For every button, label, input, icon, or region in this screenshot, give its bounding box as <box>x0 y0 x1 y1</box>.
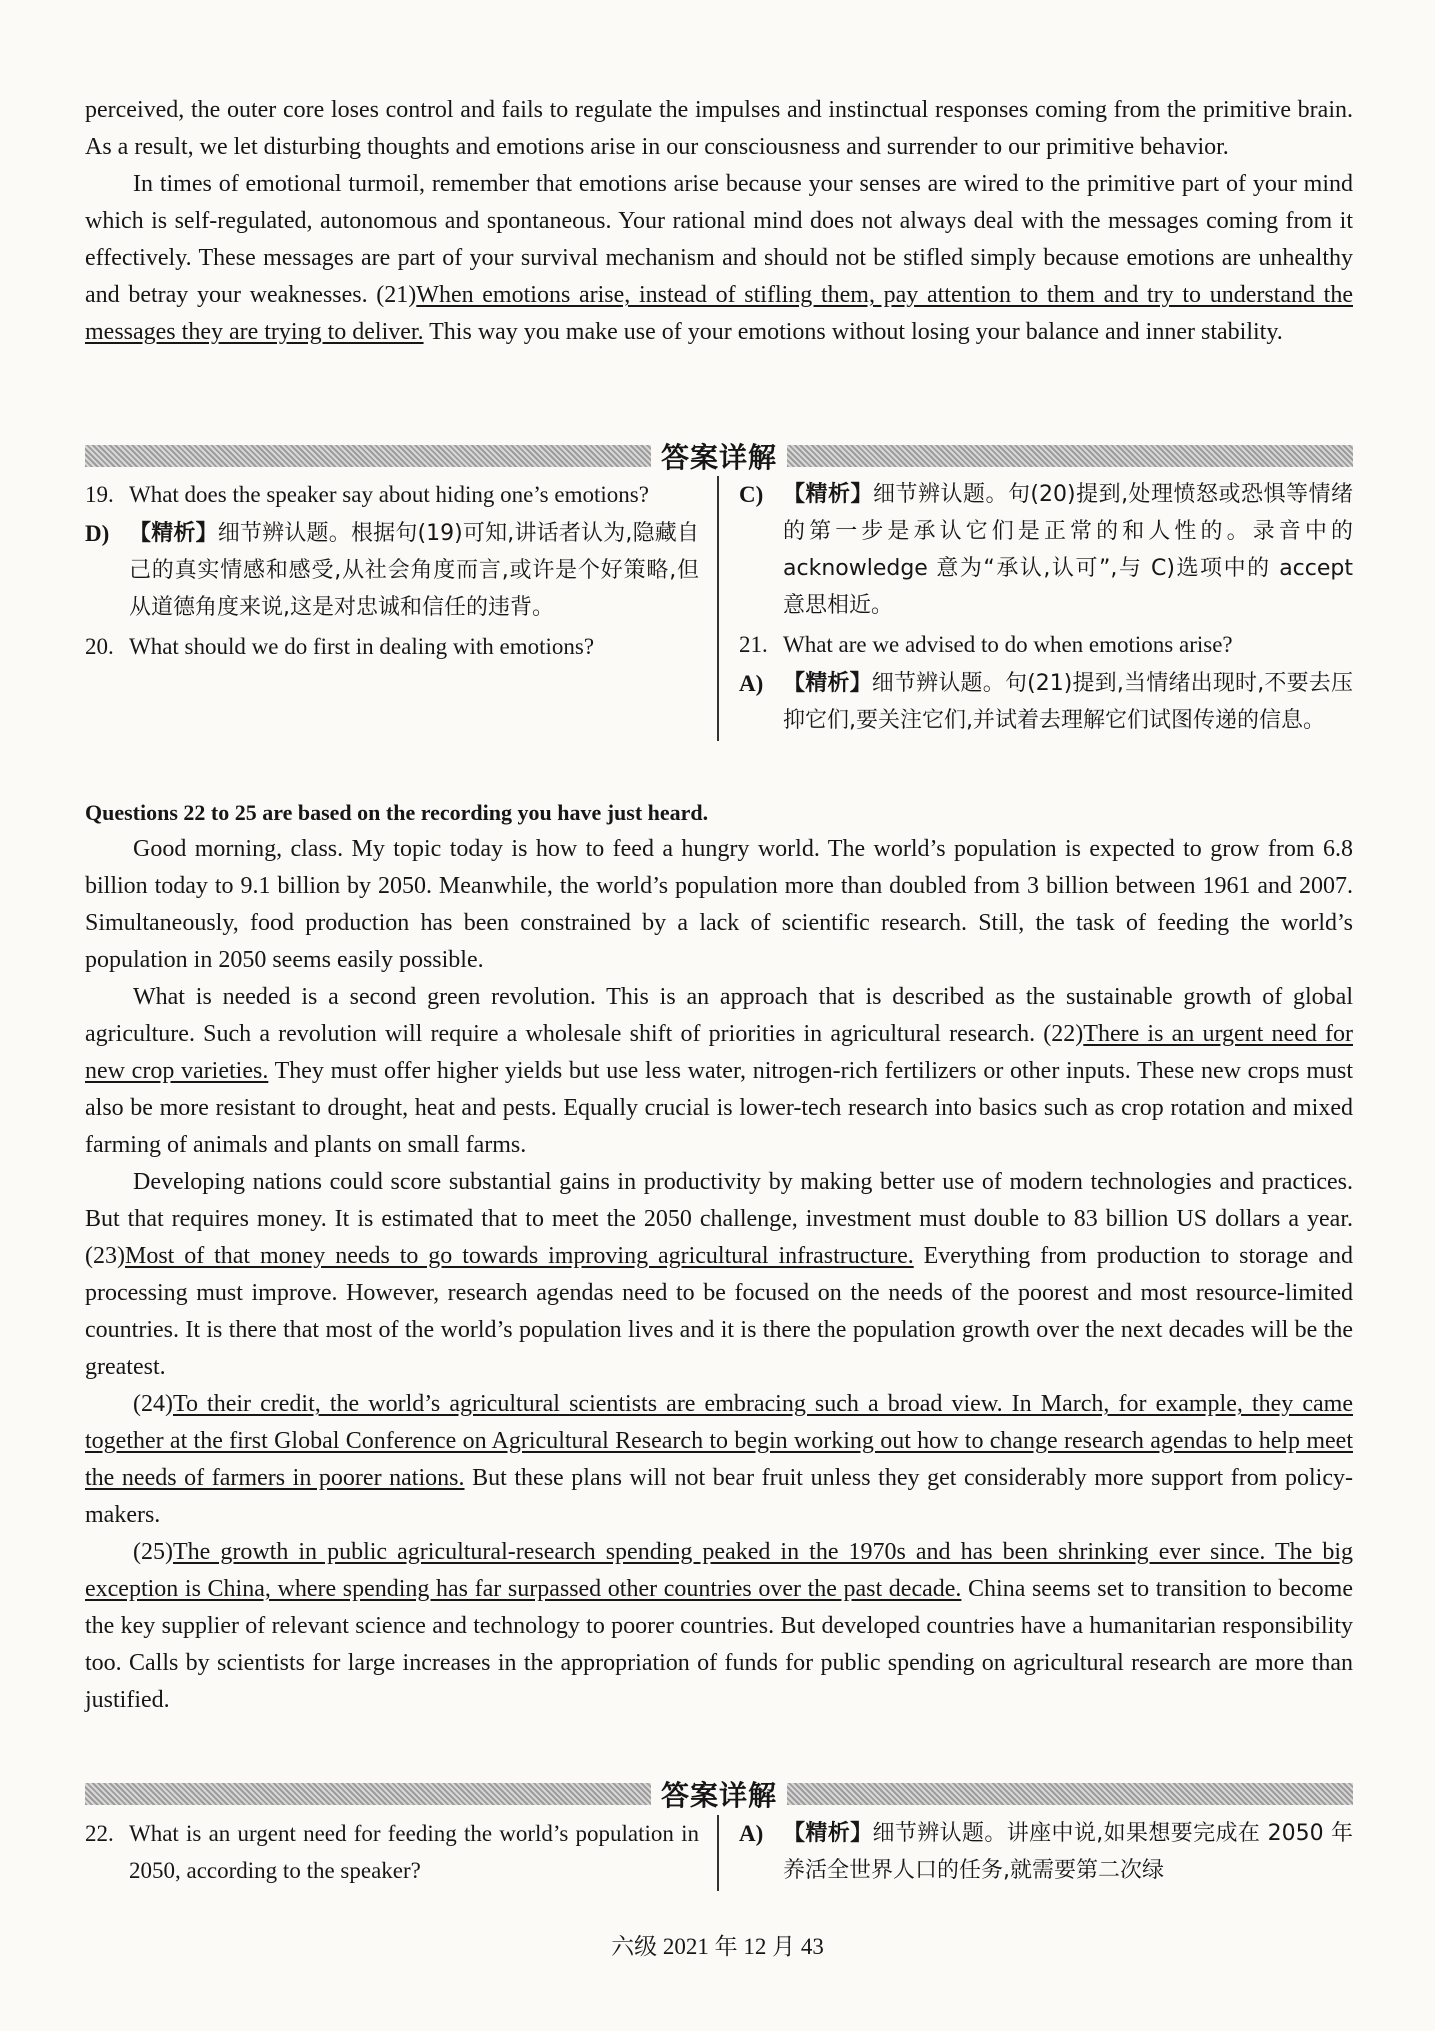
item-text: What is an urgent need for feeding the world’s population in 2050, according to the speaker? <box>129 1821 699 1883</box>
underlined-answer-text: There is an urgent need for new crop varieties. <box>85 1021 1353 1084</box>
paragraph <box>85 92 1353 166</box>
explanation-body <box>783 476 1353 624</box>
question-number: 21. <box>739 632 768 657</box>
answers-right-column <box>717 476 1353 741</box>
paragraph-text: perceived, the outer core loses control and fails to regulate the impulses and instinctual responses coming from the primitive brain. As a result, we let disturbing thoughts and emotions arise in our consciousness and surrender to our primitive behavior. <box>85 97 1353 160</box>
paragraph-text: What is needed is a second green revolution. This is an approach that is described as the sustainable growth of global agriculture. Such a revolution will require a wholesale shift of priorities in agricultural research. (22) <box>85 984 1353 1047</box>
paragraph-text: China seems set to transition to become the key supplier of relevant science and technology to poorer countries. But developed countries have a humanitarian responsibility too. Calls by scientists for large increases in the appropriation of funds for public spending on agricultural research are more than justified. <box>85 1576 1353 1713</box>
question-number: 20. <box>85 634 114 659</box>
question-item <box>85 1815 699 1889</box>
question-number: 19. <box>85 482 114 507</box>
answers-left-column <box>85 1815 717 1891</box>
paragraph-text: Developing nations could score substantial gains in productivity by making better use of modern technologies and practices. But that requires money. It is estimated that to meet the 2050 challenge, investment must double to 83 billion US dollars a year. (23) <box>85 1169 1353 1269</box>
paragraph-text: (25) <box>133 1539 173 1565</box>
paragraph-text: Everything from production to storage and processing must improve. However, research agendas need to be focused on the needs of the poorest and most resource-limited countries. It is there that most of the world’s population lives and it is there the population growth over the next decades will be the greatest. <box>85 1243 1353 1380</box>
page-footer: 六级 2021 年 12 月 43 <box>611 1934 824 1959</box>
band-right-pattern <box>787 445 1353 467</box>
paragraph-text: They must offer higher yields but use less water, nitrogen-rich fertilizers or other inputs. These new crops must also be more resistant to drought, heat and pests. Equally crucial is lower-tech research into basics such as crop rotation and mixed farming of animals and plants on small farms. <box>85 1058 1353 1158</box>
explanation-body <box>783 1815 1353 1889</box>
paragraph <box>85 831 1353 979</box>
band-left-pattern <box>85 445 651 467</box>
analysis-tag: 【精析】 <box>783 1821 873 1846</box>
paragraph-text: Good morning, class. My topic today is how to feed a hungry world. The world’s population is expected to grow from 6.8 billion today to 9.1 billion by 2050. Meanwhile, the world’s population more than doubled from 3 billion between 1961 and 2007. Simultaneously, food production has been constrained by a lack of scientific research. Still, the task of feeding the world’s population in 2050 seems easily possible. <box>85 836 1353 973</box>
passage-main <box>85 831 1353 1719</box>
answer-letter: C) <box>739 482 764 507</box>
answer-letter: A) <box>739 1821 764 1846</box>
answer-explanation <box>739 665 1353 739</box>
item-text: What are we advised to do when emotions arise? <box>783 632 1233 657</box>
answer-band-1 <box>85 440 1353 472</box>
underlined-answer-text: When emotions arise, instead of stifling them, pay attention to them and try to understand the messages they are trying to deliver. <box>85 282 1353 345</box>
paragraph <box>85 166 1353 351</box>
paragraph <box>85 979 1353 1164</box>
answer-letter: D) <box>85 521 110 546</box>
answers-right-column <box>717 1815 1353 1891</box>
underlined-answer-text: Most of that money needs to go towards improving agricultural infrastructure. <box>124 1243 914 1269</box>
explanation-body <box>129 515 699 626</box>
answer-explanation <box>739 1815 1353 1889</box>
item-text: What should we do first in dealing with emotions? <box>129 634 595 659</box>
band-right-pattern <box>787 1783 1353 1805</box>
question-text <box>783 626 1353 663</box>
band-left-pattern <box>85 1783 651 1805</box>
answer-letter: A) <box>739 671 764 696</box>
explanation-body <box>783 665 1353 739</box>
paragraph <box>85 1164 1353 1386</box>
paragraph-text: This way you make use of your emotions without losing your balance and inner stability. <box>423 319 1283 345</box>
passage-top <box>85 92 1353 351</box>
question-item <box>739 626 1353 663</box>
question-text <box>129 1815 699 1889</box>
question-text <box>129 628 699 665</box>
question-item <box>85 628 699 665</box>
item-text: 细节辨认题。句(21)提到,当情绪出现时,不要去压抑它们,要关注它们,并试着去理解它们试图传递的信息。 <box>783 671 1353 733</box>
paragraph-text: (24) <box>133 1391 173 1417</box>
analysis-tag: 【精析】 <box>783 671 872 696</box>
item-text: 细节辨认题。讲座中说,如果想要完成在 2050 年养活全世界人口的任务,就需要第二次绿 <box>783 1821 1353 1883</box>
question-item <box>85 476 699 513</box>
answer-explanation <box>739 476 1353 624</box>
item-text: 细节辨认题。句(20)提到,处理愤怒或恐惧等情绪的第一步是承认它们是正常的和人性的。录音中的 acknowledge 意为“承认,认可”,与 C)选项中的 accept 意思相近。 <box>783 482 1353 618</box>
answer-band-2 <box>85 1778 1353 1810</box>
paragraph <box>85 1386 1353 1534</box>
question-text <box>129 476 699 513</box>
underlined-answer-text: The growth in public agricultural-research spending peaked in the 1970s and has been shrinking ever since. The big exception is China, where spending has far surpassed other countries over the past decade. <box>85 1539 1353 1602</box>
questions-heading: Questions 22 to 25 are based on the recording you have just heard. <box>85 800 709 825</box>
item-text: 细节辨认题。根据句(19)可知,讲话者认为,隐藏自己的真实情感和感受,从社会角度而言,或许是个好策略,但从道德角度来说,这是对忠诚和信任的违背。 <box>129 521 699 620</box>
item-text: What does the speaker say about hiding one’s emotions? <box>129 482 649 507</box>
band-title: 答案详解 <box>661 1779 778 1812</box>
answer-explanation <box>85 515 699 626</box>
answers-left-column <box>85 476 717 741</box>
underlined-answer-text: To their credit, the world’s agricultural scientists are embracing such a broad view. In March, for example, they came together at the first Global Conference on Agricultural Research to begin working out how to change research agendas to help meet the needs of farmers in poorer nations. <box>85 1391 1353 1491</box>
analysis-tag: 【精析】 <box>129 521 218 546</box>
answers-block-2 <box>85 1815 1353 1891</box>
question-number: 22. <box>85 1821 114 1846</box>
answers-block-1 <box>85 476 1353 741</box>
paragraph-text: But these plans will not bear fruit unless they get considerably more support from policy-makers. <box>85 1465 1353 1528</box>
paragraph <box>85 1534 1353 1719</box>
analysis-tag: 【精析】 <box>783 482 873 507</box>
band-title: 答案详解 <box>661 441 778 474</box>
paragraph-text: In times of emotional turmoil, remember that emotions arise because your senses are wired to the primitive part of your mind which is self-regulated, autonomous and spontaneous. Your rational mind does not always deal with the messages coming from it effectively. These messages are part of your survival mechanism and should not be stifled simply because emotions are unhealthy and betray your weaknesses. (21) <box>85 171 1353 308</box>
